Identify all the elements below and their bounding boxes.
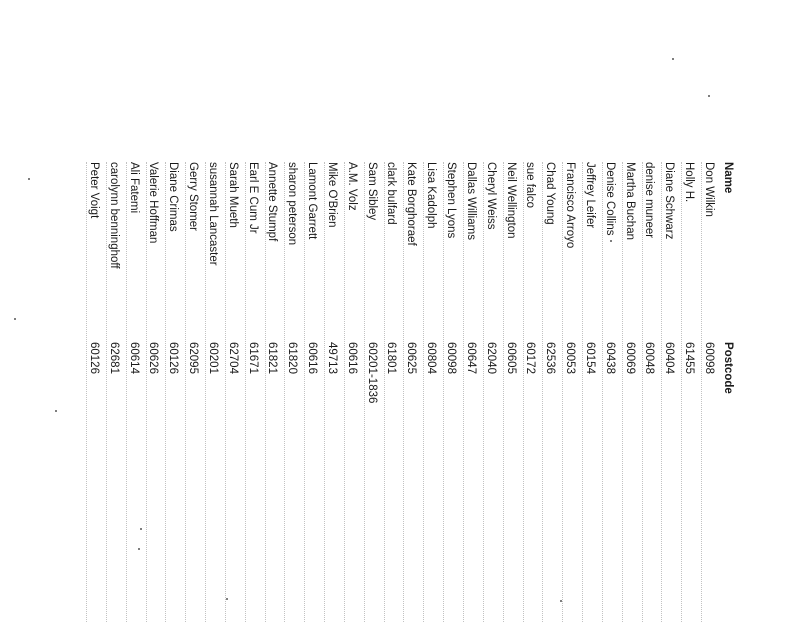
row-divider <box>423 162 424 622</box>
scan-speck <box>708 95 710 97</box>
column-header-postcode: Postcode <box>722 342 734 394</box>
table-row <box>460 162 480 622</box>
name-cell: Diane Schwarz <box>663 162 676 240</box>
postcode-cell: 61820 <box>286 342 299 374</box>
postcode-cell: 60172 <box>524 342 537 374</box>
postcode-cell: 60098 <box>703 342 715 374</box>
table-row <box>242 162 262 622</box>
table-row <box>281 162 301 622</box>
table-row <box>619 162 639 622</box>
name-cell: carolynn benninghoff <box>107 162 120 269</box>
name-cell: Stephen Lyons <box>445 162 458 239</box>
name-cell: Chad Young <box>544 162 557 225</box>
name-cell: susannah Lancaster <box>206 162 219 266</box>
postcode-cell: 60614 <box>127 342 140 374</box>
postcode-cell: 60098 <box>445 342 458 374</box>
postcode-cell: 62536 <box>544 342 557 374</box>
name-cell: Valerie Hoffman <box>147 162 160 244</box>
table-row <box>480 162 500 622</box>
scan-speck <box>138 548 140 550</box>
name-cell: Neil Wellington <box>504 162 517 239</box>
table-row <box>401 162 421 622</box>
name-cell: Mike O'Brien <box>325 162 338 228</box>
contact-table <box>83 162 738 622</box>
row-divider <box>542 162 543 622</box>
table-row <box>639 162 659 622</box>
table-body <box>83 162 718 622</box>
name-cell: Gerry Stomer <box>187 162 200 232</box>
postcode-cell: 60201 <box>206 342 219 374</box>
postcode-cell: 60804 <box>425 342 438 374</box>
name-cell: Denise Collins <box>603 162 616 236</box>
postcode-cell: 60053 <box>564 342 577 374</box>
table-row <box>262 162 282 622</box>
postcode-cell: 60616 <box>306 342 319 374</box>
row-divider <box>701 162 702 622</box>
postcode-cell: 61671 <box>246 342 259 374</box>
table-row <box>361 162 381 622</box>
postcode-cell: 60438 <box>603 342 616 374</box>
row-divider <box>523 162 524 622</box>
postcode-cell: 62095 <box>187 342 200 374</box>
name-cell: Sarah Mueth <box>226 162 239 228</box>
row-divider <box>86 162 87 622</box>
scan-speck <box>610 240 612 242</box>
table-row <box>520 162 540 622</box>
postcode-cell: 60626 <box>147 342 160 374</box>
name-cell: Lamont Garrett <box>306 162 319 240</box>
column-header-name: Name <box>722 162 734 194</box>
scan-speck <box>28 178 30 180</box>
table-header-row <box>718 162 738 622</box>
row-divider <box>681 162 682 622</box>
postcode-cell: 61455 <box>683 342 696 374</box>
name-cell: Annette Stumpf <box>266 162 279 242</box>
postcode-cell: 49713 <box>325 342 338 374</box>
table-row <box>559 162 579 622</box>
name-cell: Dallas Williams <box>464 162 477 240</box>
name-cell: A.M. Volz <box>345 162 358 211</box>
name-cell: Peter Voigt <box>87 162 100 219</box>
name-cell: sharon peterson <box>286 162 299 246</box>
table-row <box>381 162 401 622</box>
table-row <box>202 162 222 622</box>
name-cell: denise muneer <box>643 162 656 239</box>
name-cell: Jeffrey Leifer <box>583 162 596 229</box>
scan-speck <box>14 318 16 320</box>
table-row <box>301 162 321 622</box>
table-row <box>420 162 440 622</box>
postcode-cell: 62704 <box>226 342 239 374</box>
row-divider <box>126 162 127 622</box>
postcode-cell: 60201-1836 <box>365 342 378 404</box>
name-cell: Lisa Kadolph <box>425 162 438 229</box>
table-row <box>539 162 559 622</box>
postcode-cell: 60048 <box>643 342 656 374</box>
row-divider <box>344 162 345 622</box>
table-row <box>222 162 242 622</box>
name-cell: Sam Sibley <box>365 162 378 221</box>
postcode-cell: 60616 <box>345 342 358 374</box>
postcode-cell: 61821 <box>266 342 279 374</box>
table-row <box>341 162 361 622</box>
postcode-cell: 60126 <box>167 342 180 374</box>
name-cell: Diane Crimas <box>167 162 180 232</box>
scan-speck <box>672 58 674 60</box>
table-row <box>103 162 123 622</box>
postcode-cell: 62040 <box>484 342 497 374</box>
table-row <box>321 162 341 622</box>
scan-speck <box>140 528 142 530</box>
postcode-cell: 60605 <box>504 342 517 374</box>
table-row <box>440 162 460 622</box>
scan-speck <box>226 598 228 600</box>
postcode-cell: 60069 <box>623 342 636 374</box>
postcode-cell: 62681 <box>107 342 120 374</box>
table-row <box>83 162 103 622</box>
table-row <box>162 162 182 622</box>
scan-speck <box>560 600 562 602</box>
table-row <box>579 162 599 622</box>
name-cell: Francisco Arroyo <box>564 162 577 249</box>
postcode-cell: 60154 <box>583 342 596 374</box>
table-row <box>143 162 163 622</box>
postcode-cell: 60625 <box>405 342 418 374</box>
name-cell: Cheryl Weiss <box>484 162 497 230</box>
row-divider <box>225 162 226 622</box>
name-cell: Holly H. <box>683 162 696 203</box>
row-divider <box>582 162 583 622</box>
scan-speck <box>55 410 57 412</box>
name-cell: sue falco <box>524 162 537 209</box>
table-row <box>500 162 520 622</box>
table-row <box>182 162 202 622</box>
name-cell: Kate Borghoraef <box>405 162 418 246</box>
table-row <box>658 162 678 622</box>
row-divider <box>483 162 484 622</box>
postcode-cell: 60126 <box>87 342 100 374</box>
name-cell: Martha Buchan <box>623 162 636 240</box>
postcode-cell: 60404 <box>663 342 676 374</box>
table-row <box>678 162 698 622</box>
name-cell: Earl E Cum Jr <box>246 162 259 234</box>
name-cell: clark bulfard <box>385 162 398 225</box>
table-row <box>599 162 619 622</box>
row-divider <box>324 162 325 622</box>
row-divider <box>384 162 385 622</box>
table-row <box>698 162 718 622</box>
name-cell: Don Wilkin <box>703 162 715 217</box>
table-row <box>123 162 143 622</box>
postcode-cell: 61801 <box>385 342 398 374</box>
postcode-cell: 60647 <box>464 342 477 374</box>
name-cell: Ali Fatemi <box>127 162 140 214</box>
